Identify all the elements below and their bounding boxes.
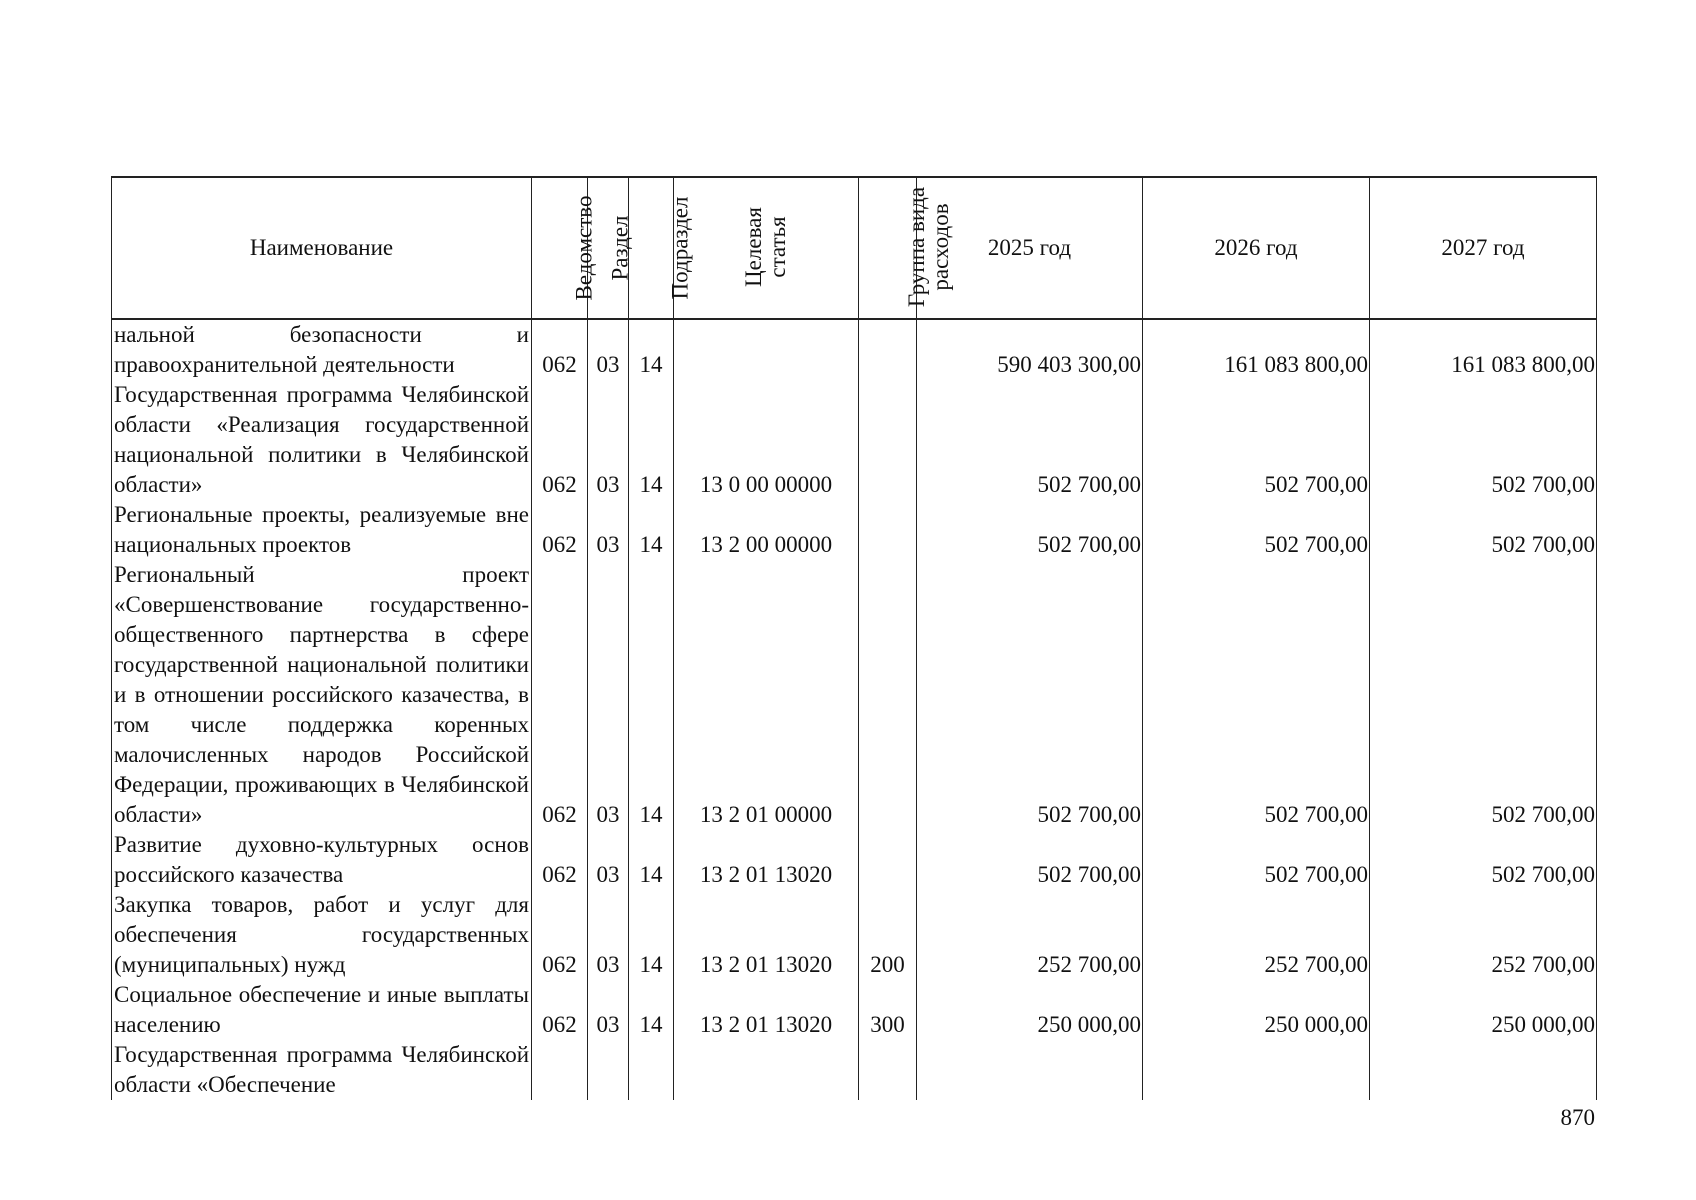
header-2026: 2026 год: [1143, 177, 1370, 319]
header-subsection: Подраздел: [629, 177, 674, 319]
cell-section: 03: [588, 319, 629, 380]
cell-subsection: 14: [629, 500, 674, 560]
cell-y2027: 502 700,00: [1370, 560, 1597, 830]
cell-dept: 062: [532, 500, 588, 560]
cell-y2025: [917, 1040, 1143, 1100]
cell-y2025: 502 700,00: [917, 830, 1143, 890]
page-number: 870: [1560, 1105, 1595, 1130]
cell-name: нальной безопасности и правоохранительной деятельности: [112, 319, 532, 380]
cell-subsection: 14: [629, 380, 674, 500]
cell-y2027: 502 700,00: [1370, 380, 1597, 500]
header-group: Группа вида расходов: [859, 177, 917, 319]
cell-section: 03: [588, 980, 629, 1040]
table-header: [112, 177, 1597, 319]
cell-name: Государственная программа Челябинской области «Обеспечение: [112, 1040, 532, 1100]
cell-dept: 062: [532, 890, 588, 980]
header-2025: 2025 год: [917, 177, 1143, 319]
header-target: Целевая статья: [674, 177, 859, 319]
cell-section: 03: [588, 560, 629, 830]
table-row: [112, 980, 1597, 1040]
cell-name: Социальное обеспечение и иные выплаты населению: [112, 980, 532, 1040]
cell-name: Региональный проект «Совершенствование государственно-общественного партнерства в сфере государственной национальной политики и в отношении российского казачества, в том числе поддержка коренных малочисленных народов Российской Федерации, проживающих в Челябинской области»: [112, 560, 532, 830]
cell-target: 13 2 01 00000: [674, 560, 859, 830]
cell-dept: 062: [532, 980, 588, 1040]
table-row: [112, 890, 1597, 980]
cell-y2026: 502 700,00: [1143, 560, 1370, 830]
cell-target: [674, 319, 859, 380]
cell-y2027: 252 700,00: [1370, 890, 1597, 980]
header-section: Раздел: [588, 177, 629, 319]
cell-y2027: 250 000,00: [1370, 980, 1597, 1040]
table-row: [112, 1040, 1597, 1100]
header-2027: 2027 год: [1370, 177, 1597, 319]
cell-y2027: [1370, 1040, 1597, 1100]
table-body: [112, 319, 1597, 1100]
cell-section: 03: [588, 830, 629, 890]
cell-dept: 062: [532, 319, 588, 380]
cell-y2026: 161 083 800,00: [1143, 319, 1370, 380]
cell-y2026: 250 000,00: [1143, 980, 1370, 1040]
cell-y2025: 502 700,00: [917, 560, 1143, 830]
cell-name: Государственная программа Челябинской области «Реализация государственной национальной политики в Челябинской области»: [112, 380, 532, 500]
cell-y2025: 590 403 300,00: [917, 319, 1143, 380]
cell-section: 03: [588, 890, 629, 980]
cell-name: Развитие духовно-культурных основ российского казачества: [112, 830, 532, 890]
cell-section: 03: [588, 380, 629, 500]
header-dept: Ведомство: [532, 177, 588, 319]
cell-y2025: 502 700,00: [917, 500, 1143, 560]
cell-y2025: 250 000,00: [917, 980, 1143, 1040]
cell-y2027: 502 700,00: [1370, 500, 1597, 560]
cell-section: [588, 1040, 629, 1100]
cell-group: [859, 560, 917, 830]
table-row: [112, 500, 1597, 560]
cell-name: Региональные проекты, реализуемые вне национальных проектов: [112, 500, 532, 560]
cell-name: Закупка товаров, работ и услуг для обеспечения государственных (муниципальных) нужд: [112, 890, 532, 980]
table-row: [112, 830, 1597, 890]
cell-y2027: 161 083 800,00: [1370, 319, 1597, 380]
cell-target: [674, 1040, 859, 1100]
cell-y2025: 252 700,00: [917, 890, 1143, 980]
cell-group: [859, 1040, 917, 1100]
cell-y2026: 502 700,00: [1143, 500, 1370, 560]
cell-y2026: 502 700,00: [1143, 380, 1370, 500]
cell-dept: [532, 1040, 588, 1100]
cell-group: [859, 500, 917, 560]
cell-target: 13 2 01 13020: [674, 830, 859, 890]
cell-dept: 062: [532, 830, 588, 890]
cell-y2027: 502 700,00: [1370, 830, 1597, 890]
cell-group: 200: [859, 890, 917, 980]
cell-group: [859, 319, 917, 380]
header-name: Наименование: [112, 177, 532, 319]
cell-target: 13 0 00 00000: [674, 380, 859, 500]
table-row: [112, 560, 1597, 830]
cell-target: 13 2 01 13020: [674, 890, 859, 980]
cell-dept: 062: [532, 380, 588, 500]
cell-target: 13 2 00 00000: [674, 500, 859, 560]
cell-y2026: [1143, 1040, 1370, 1100]
cell-subsection: 14: [629, 830, 674, 890]
table-row: [112, 319, 1597, 380]
cell-group: [859, 380, 917, 500]
cell-group: 300: [859, 980, 917, 1040]
cell-dept: 062: [532, 560, 588, 830]
table-row: [112, 380, 1597, 500]
cell-subsection: [629, 1040, 674, 1100]
cell-y2026: 252 700,00: [1143, 890, 1370, 980]
cell-group: [859, 830, 917, 890]
budget-table: [111, 176, 1597, 1100]
cell-subsection: 14: [629, 319, 674, 380]
cell-target: 13 2 01 13020: [674, 980, 859, 1040]
cell-subsection: 14: [629, 560, 674, 830]
cell-subsection: 14: [629, 890, 674, 980]
cell-y2025: 502 700,00: [917, 380, 1143, 500]
cell-y2026: 502 700,00: [1143, 830, 1370, 890]
cell-subsection: 14: [629, 980, 674, 1040]
cell-section: 03: [588, 500, 629, 560]
